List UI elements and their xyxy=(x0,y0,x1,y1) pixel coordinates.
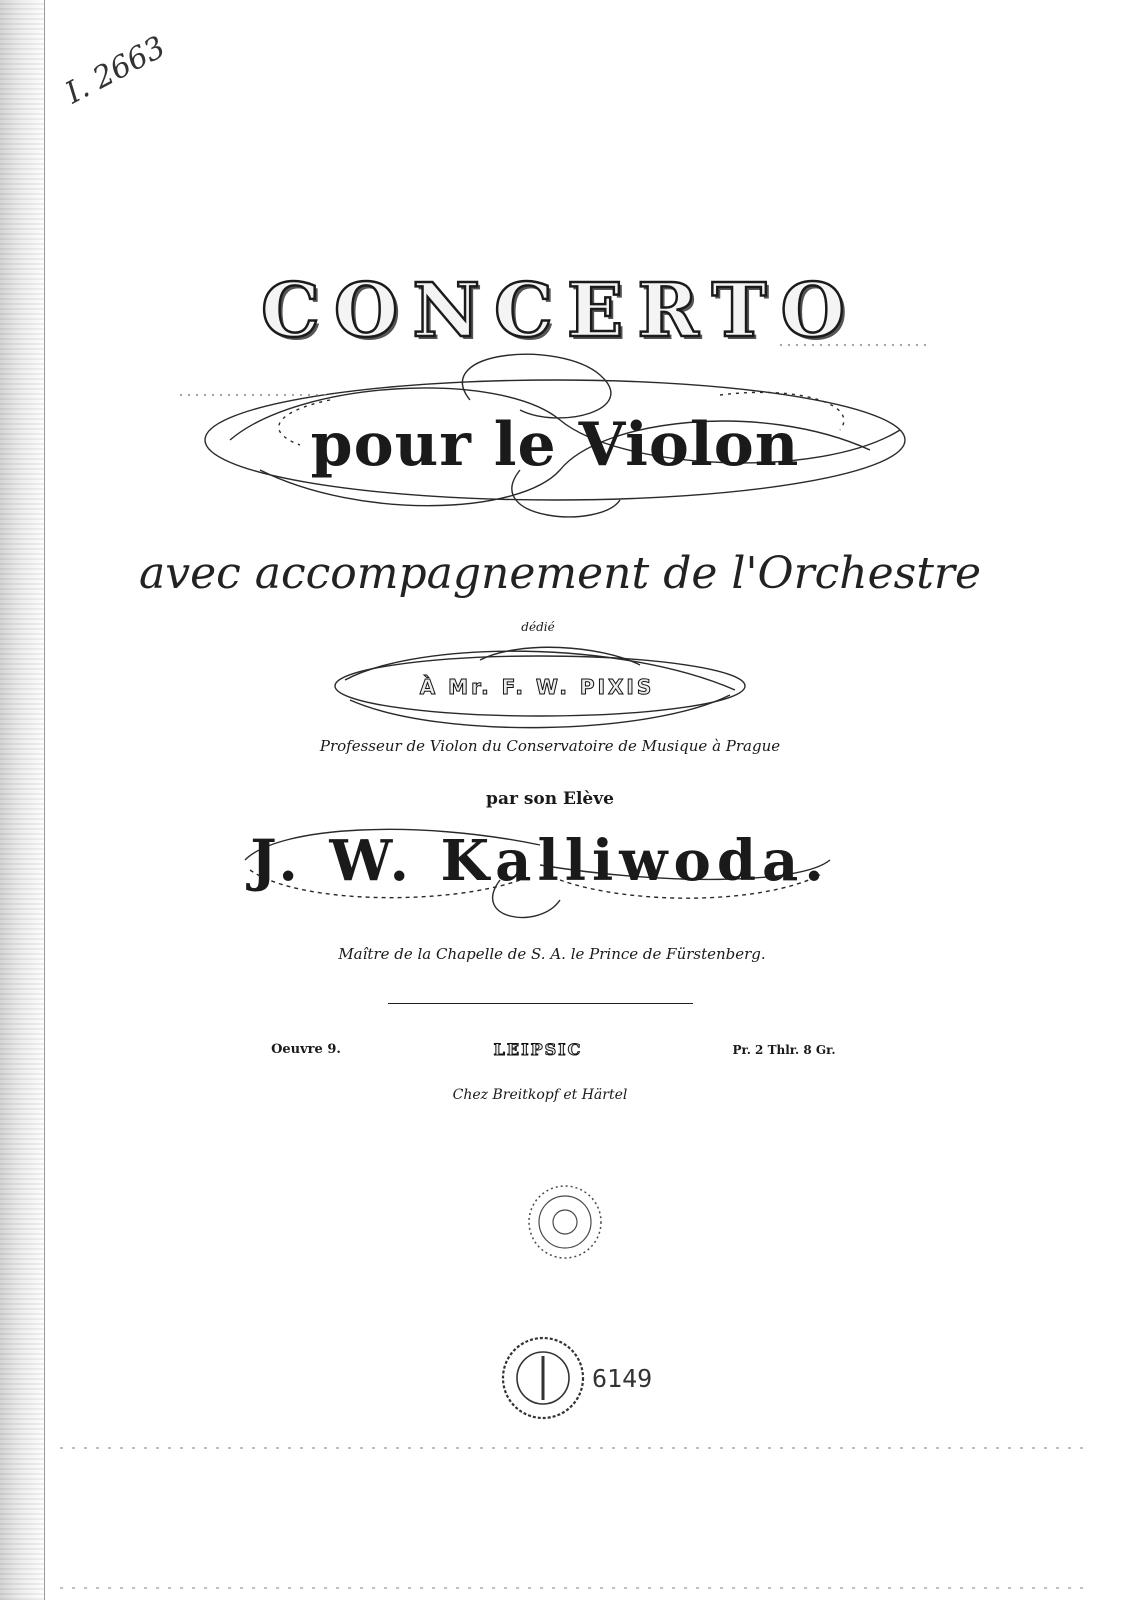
handwritten-shelf-note: I. 2663 xyxy=(60,29,172,111)
price: Pr. 2 Thlr. 8 Gr. xyxy=(732,1043,836,1057)
publisher: Chez Breitkopf et Härtel xyxy=(452,1087,628,1103)
instrument-line: pour le Violon xyxy=(310,410,800,480)
shelfmark-number: 6149 xyxy=(592,1364,653,1393)
divider-rule xyxy=(388,1003,693,1004)
page-edge-line xyxy=(44,0,45,1600)
opus-number: Oeuvre 9. xyxy=(271,1042,341,1057)
work-title: CONCERTO xyxy=(260,268,860,354)
library-stamp-lower xyxy=(503,1338,583,1418)
dedication-word: dédié xyxy=(521,620,555,634)
dedicatee-name: À Mr. F. W. PIXIS xyxy=(419,675,655,699)
scan-edge-shadow xyxy=(0,0,44,1600)
accompaniment-line: avec accompagnement de l'Orchestre xyxy=(138,548,982,599)
composer-title: Maître de la Chapelle de S. A. le Prince de Fürstenberg. xyxy=(338,945,766,963)
by-pupil-line: par son Elève xyxy=(486,789,614,809)
composer-name: J. W. Kalliwoda. xyxy=(250,828,830,894)
library-stamp-upper xyxy=(529,1186,601,1258)
publication-city: LEIPSIC xyxy=(493,1040,583,1059)
dedicatee-title: Professeur de Violon du Conservatoire de Musique à Prague xyxy=(319,737,781,755)
